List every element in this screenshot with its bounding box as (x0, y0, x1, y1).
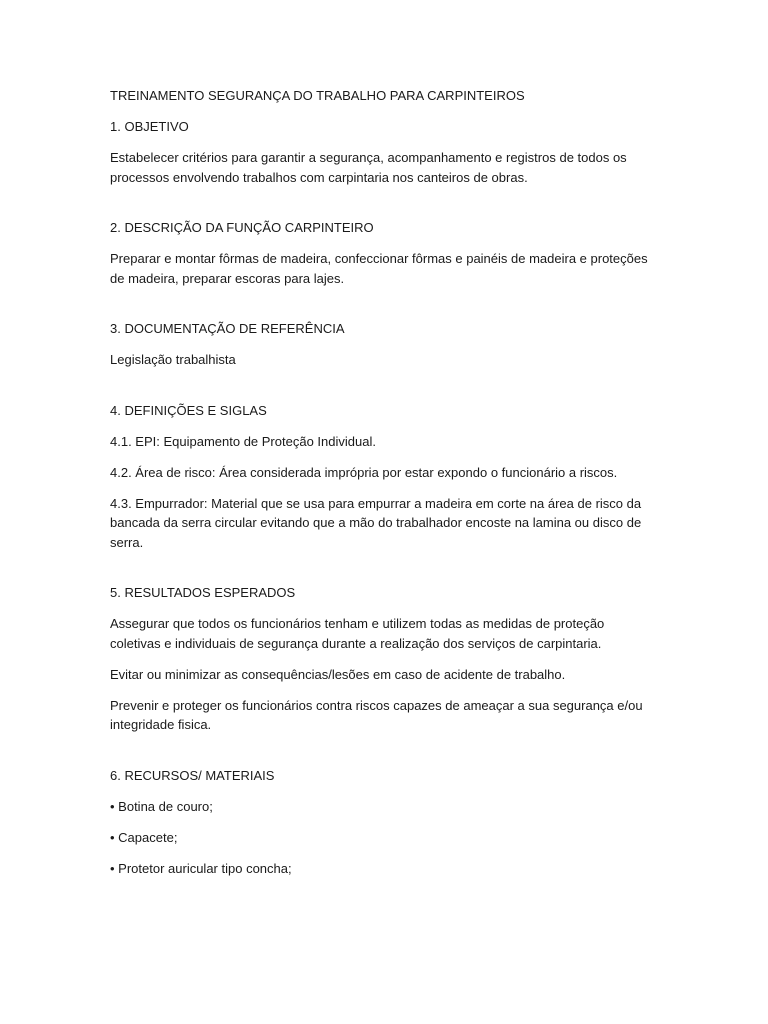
document-title: TREINAMENTO SEGURANÇA DO TRABALHO PARA CARPINTEIROS (110, 88, 525, 103)
list-item: • Protetor auricular tipo concha; (110, 859, 655, 879)
list-item: • Botina de couro; (110, 797, 655, 817)
section-heading-recursos: 6. RECURSOS/ MATERIAIS (110, 767, 275, 783)
section-paragraph: Evitar ou minimizar as consequências/lesões em caso de acidente de trabalho. (110, 666, 566, 682)
definition-item: 4.2. Área de risco: Área considerada imprópria por estar expondo o funcionário a riscos. (110, 464, 618, 480)
section-heading-objetivo: 1. OBJETIVO (110, 119, 189, 134)
section-heading-documentacao: 3. DOCUMENTAÇÃO DE REFERÊNCIA (110, 321, 345, 336)
document-body (110, 86, 655, 890)
list-item: • Capacete; (110, 828, 655, 848)
section-paragraph: Prevenir e proteger os funcionários contra riscos capazes de ameaçar a sua segurança e/ou integridade fisica. (110, 697, 643, 732)
section-paragraph: Estabelecer critérios para garantir a segurança, acompanhamento e registros de todos os processos envolvendo trabalhos com carpintaria nos canteiros de obras. (110, 150, 627, 185)
section-paragraph: Assegurar que todos os funcionários tenham e utilizem todas as medidas de proteção coletivas e individuais de segurança durante a realização dos serviços de carpintaria. (110, 616, 605, 651)
definition-item: 4.1. EPI: Equipamento de Proteção Individual. (110, 433, 376, 449)
definition-item: 4.3. Empurrador: Material que se usa para empurrar a madeira em corte na área de risco da bancada da serra circular evitando que a mão do trabalhador encoste na lamina ou disco de serra. (110, 495, 642, 550)
section-paragraph: Preparar e montar fôrmas de madeira, confeccionar fôrmas e painéis de madeira e proteções de madeira, preparar escoras para lajes. (110, 251, 648, 286)
section-paragraph: Legislação trabalhista (110, 352, 236, 367)
section-heading-descricao: 2. DESCRIÇÃO DA FUNÇÃO CARPINTEIRO (110, 220, 374, 235)
section-heading-resultados: 5. RESULTADOS ESPERADOS (110, 585, 296, 600)
section-heading-definicoes: 4. DEFINIÇÕES E SIGLAS (110, 402, 267, 418)
